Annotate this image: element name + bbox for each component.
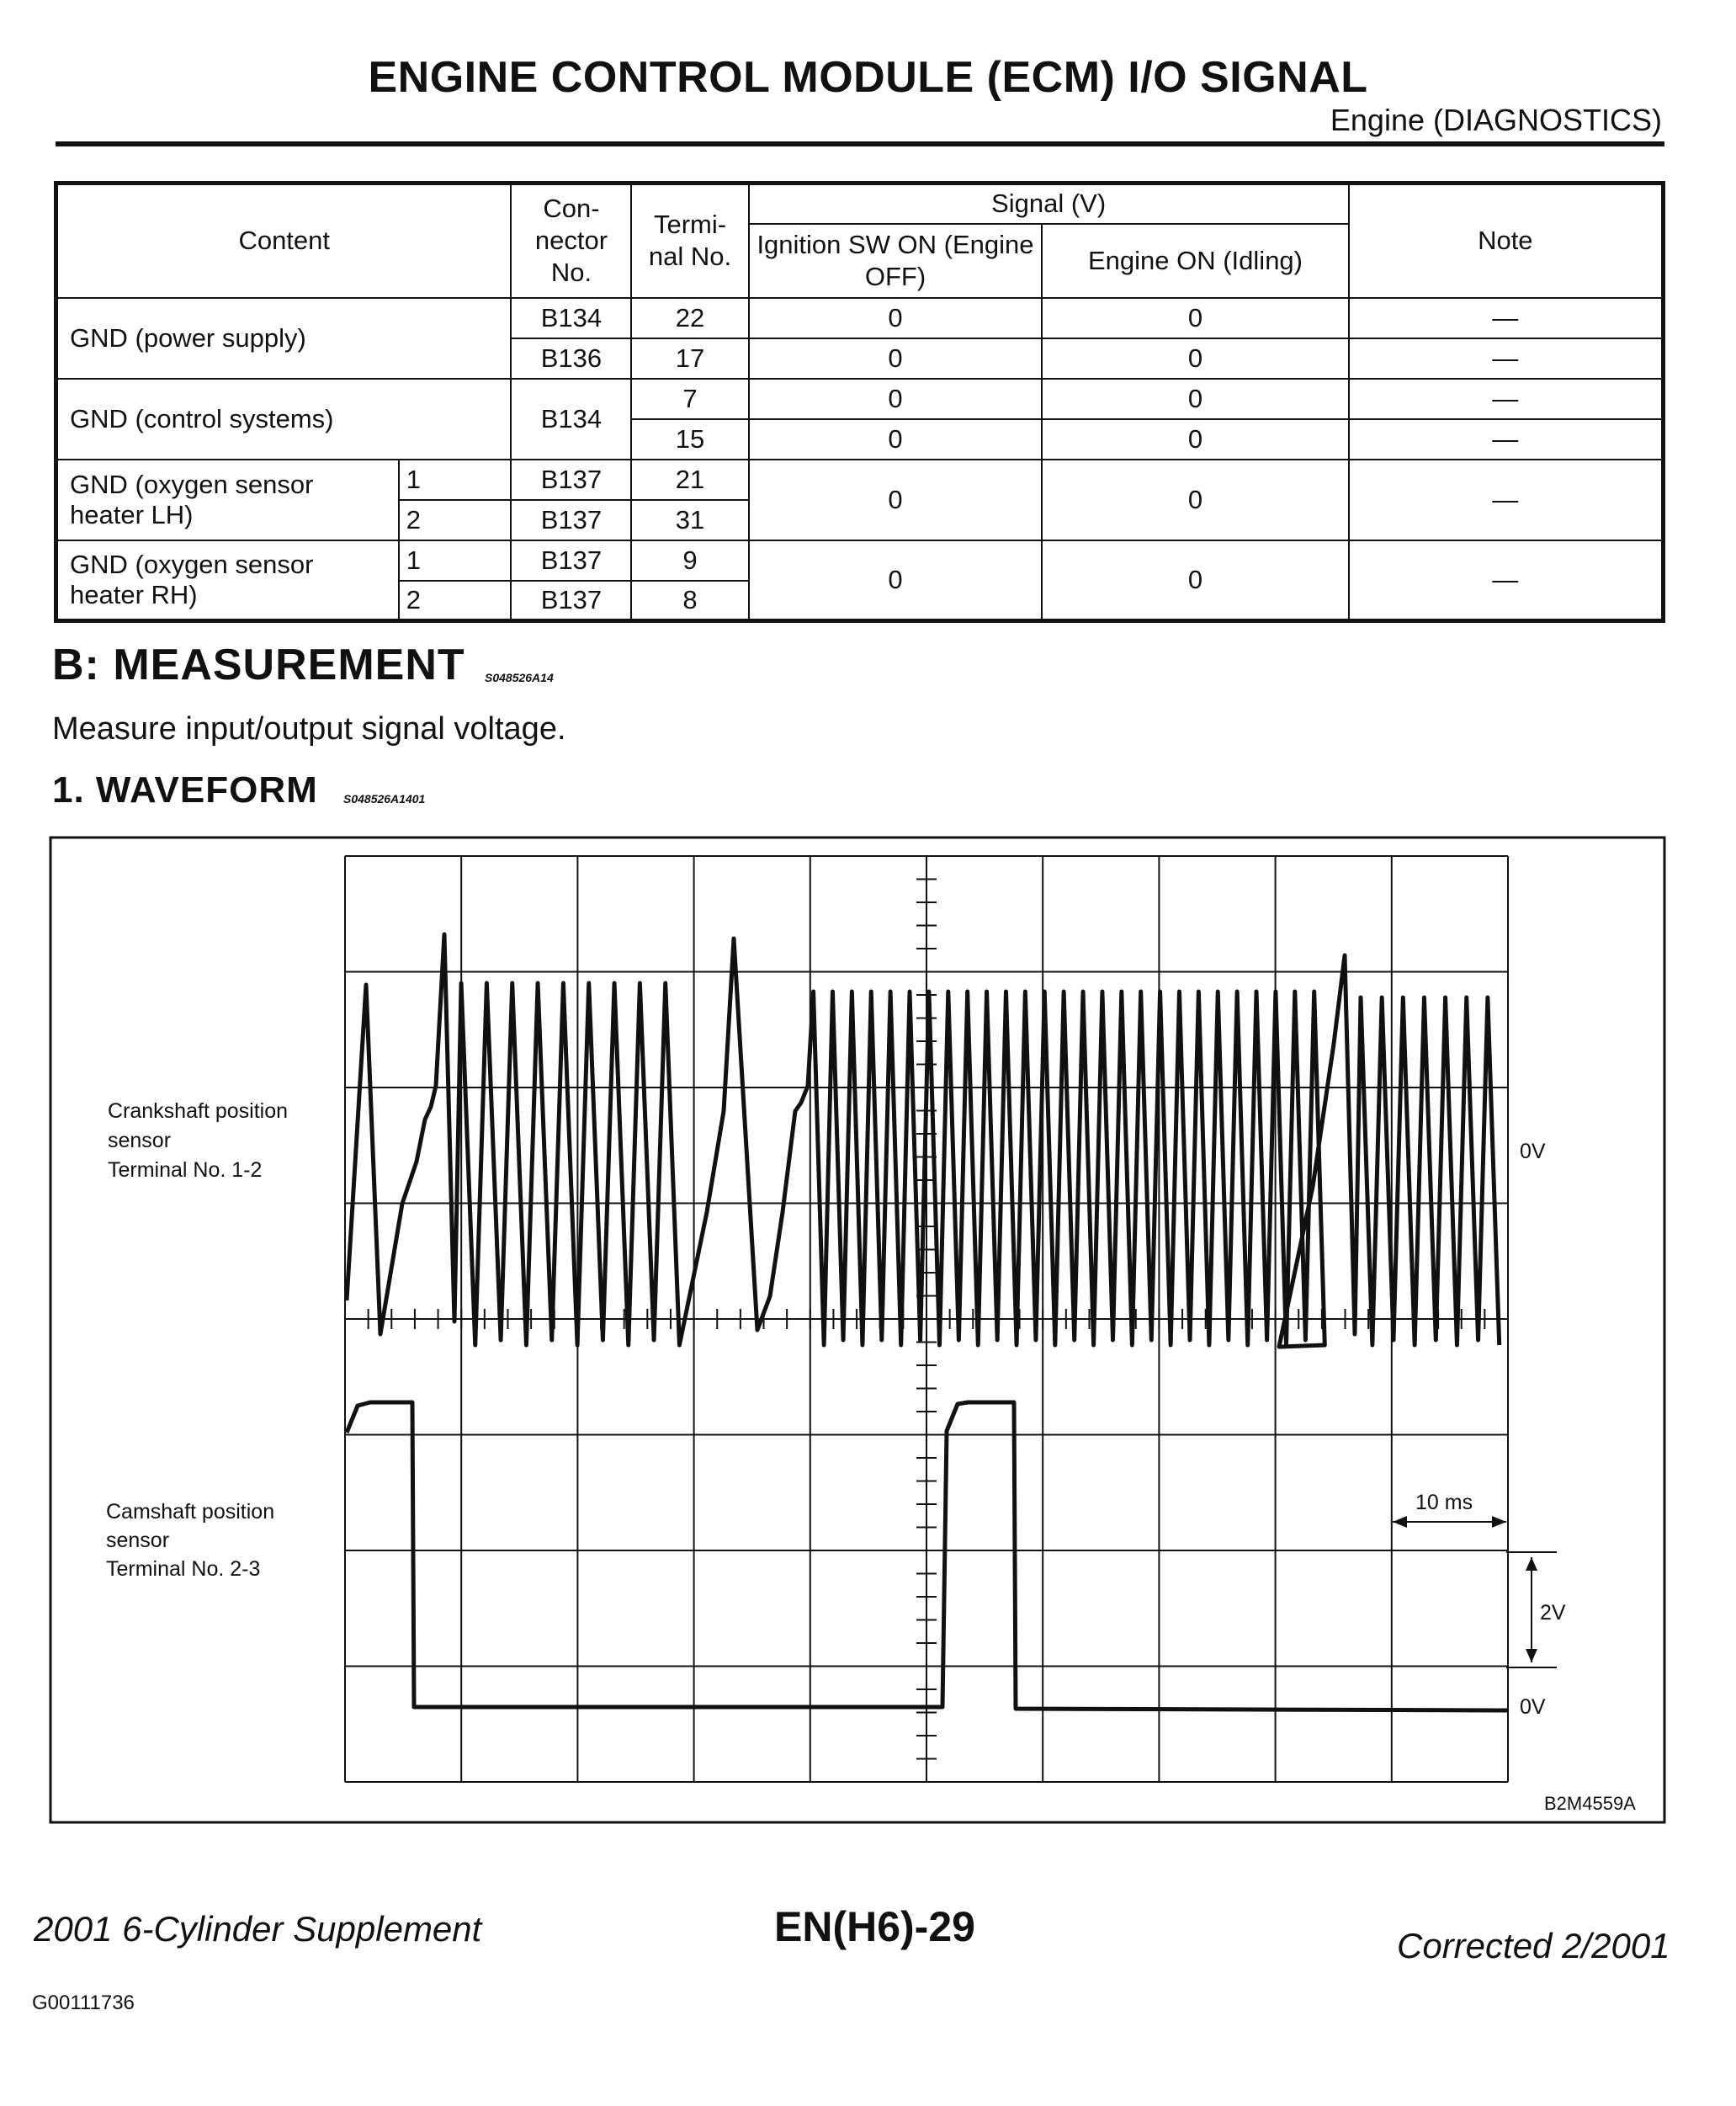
ignition-cell: 0 <box>749 460 1043 540</box>
section-1-code: S048526A1401 <box>343 792 426 806</box>
header-note: Note <box>1349 183 1664 298</box>
engine-on-cell: 0 <box>1042 379 1348 419</box>
cam-label-line3: Terminal No. 2-3 <box>106 1557 261 1581</box>
content-cell: GND (power supply) <box>56 298 512 379</box>
terminal-cell: 21 <box>631 460 748 500</box>
ignition-cell: 0 <box>749 338 1043 379</box>
crank-label-line2: sensor <box>108 1129 172 1152</box>
connector-cell: B136 <box>511 338 631 379</box>
connector-cell: B137 <box>511 460 631 500</box>
note-cell: — <box>1349 540 1664 621</box>
page-title: ENGINE CONTROL MODULE (ECM) I/O SIGNAL <box>368 53 1368 102</box>
crank-zero-label: 0V <box>1520 1140 1546 1163</box>
engine-on-cell: 0 <box>1042 419 1348 460</box>
header-connector: Con-nector No. <box>511 183 631 298</box>
engine-on-cell: 0 <box>1042 338 1348 379</box>
note-cell: — <box>1349 298 1664 338</box>
header-engine-on: Engine ON (Idling) <box>1042 224 1348 298</box>
terminal-cell: 31 <box>631 500 748 540</box>
header-content: Content <box>56 183 512 298</box>
document-id: G00111736 <box>32 1992 135 2014</box>
voltage-scale-label: 2V <box>1540 1601 1566 1625</box>
terminal-cell: 7 <box>631 379 748 419</box>
connector-cell: B134 <box>511 298 631 338</box>
footer-page-number: EN(H6)-29 <box>774 1903 975 1950</box>
note-cell: — <box>1349 338 1664 379</box>
measurement-text: Measure input/output signal voltage. <box>52 711 566 747</box>
cam-label-line1: Camshaft position <box>106 1500 275 1524</box>
crank-label-line1: Crankshaft position <box>108 1099 289 1123</box>
section-b-heading: B: MEASUREMENT <box>52 641 465 689</box>
connector-cell: B137 <box>511 540 631 581</box>
engine-on-cell: 0 <box>1042 460 1348 540</box>
terminal-cell: 9 <box>631 540 748 581</box>
terminal-cell: 15 <box>631 419 748 460</box>
voltage-scale-marker <box>1506 1552 1566 1667</box>
page-subtitle: Engine (DIAGNOSTICS) <box>1330 103 1662 137</box>
header-terminal: Termi-nal No. <box>631 183 748 298</box>
header-signal: Signal (V) <box>749 183 1349 224</box>
crank-label-line3: Terminal No. 1-2 <box>108 1158 263 1182</box>
sub-cell: 2 <box>399 500 512 540</box>
content-cell: GND (oxygen sensor heater LH) <box>56 460 399 540</box>
terminal-cell: 17 <box>631 338 748 379</box>
content-cell: GND (control systems) <box>56 379 512 460</box>
cam-label-line2: sensor <box>106 1529 170 1552</box>
engine-on-cell: 0 <box>1042 540 1348 621</box>
time-scale-label: 10 ms <box>1415 1491 1473 1514</box>
content-cell: GND (oxygen sensor heater RH) <box>56 540 399 621</box>
footer-left: 2001 6-Cylinder Supplement <box>34 1909 482 1949</box>
section-1-heading: 1. WAVEFORM <box>52 769 318 811</box>
crankshaft-waveform <box>347 934 1500 1347</box>
sub-cell: 1 <box>399 460 512 500</box>
figure-frame <box>50 838 1664 1822</box>
connector-cell: B137 <box>511 581 631 621</box>
terminal-cell: 22 <box>631 298 748 338</box>
figure-code: B2M4559A <box>1544 1793 1636 1814</box>
section-b-code: S048526A14 <box>485 671 554 684</box>
sub-cell: 1 <box>399 540 512 581</box>
connector-cell: B137 <box>511 500 631 540</box>
connector-cell: B134 <box>511 379 631 460</box>
ignition-cell: 0 <box>749 379 1043 419</box>
note-cell: — <box>1349 460 1664 540</box>
terminal-cell: 8 <box>631 581 748 621</box>
ignition-cell: 0 <box>749 419 1043 460</box>
sub-cell: 2 <box>399 581 512 621</box>
footer-right: Corrected 2/2001 <box>1397 1926 1670 1965</box>
header-ignition: Ignition SW ON (Engine OFF) <box>749 224 1043 298</box>
ignition-cell: 0 <box>749 298 1043 338</box>
time-scale-marker <box>1393 1491 1506 1528</box>
ignition-cell: 0 <box>749 540 1043 621</box>
note-cell: — <box>1349 379 1664 419</box>
note-cell: — <box>1349 419 1664 460</box>
cam-zero-label: 0V <box>1520 1695 1546 1719</box>
engine-on-cell: 0 <box>1042 298 1348 338</box>
